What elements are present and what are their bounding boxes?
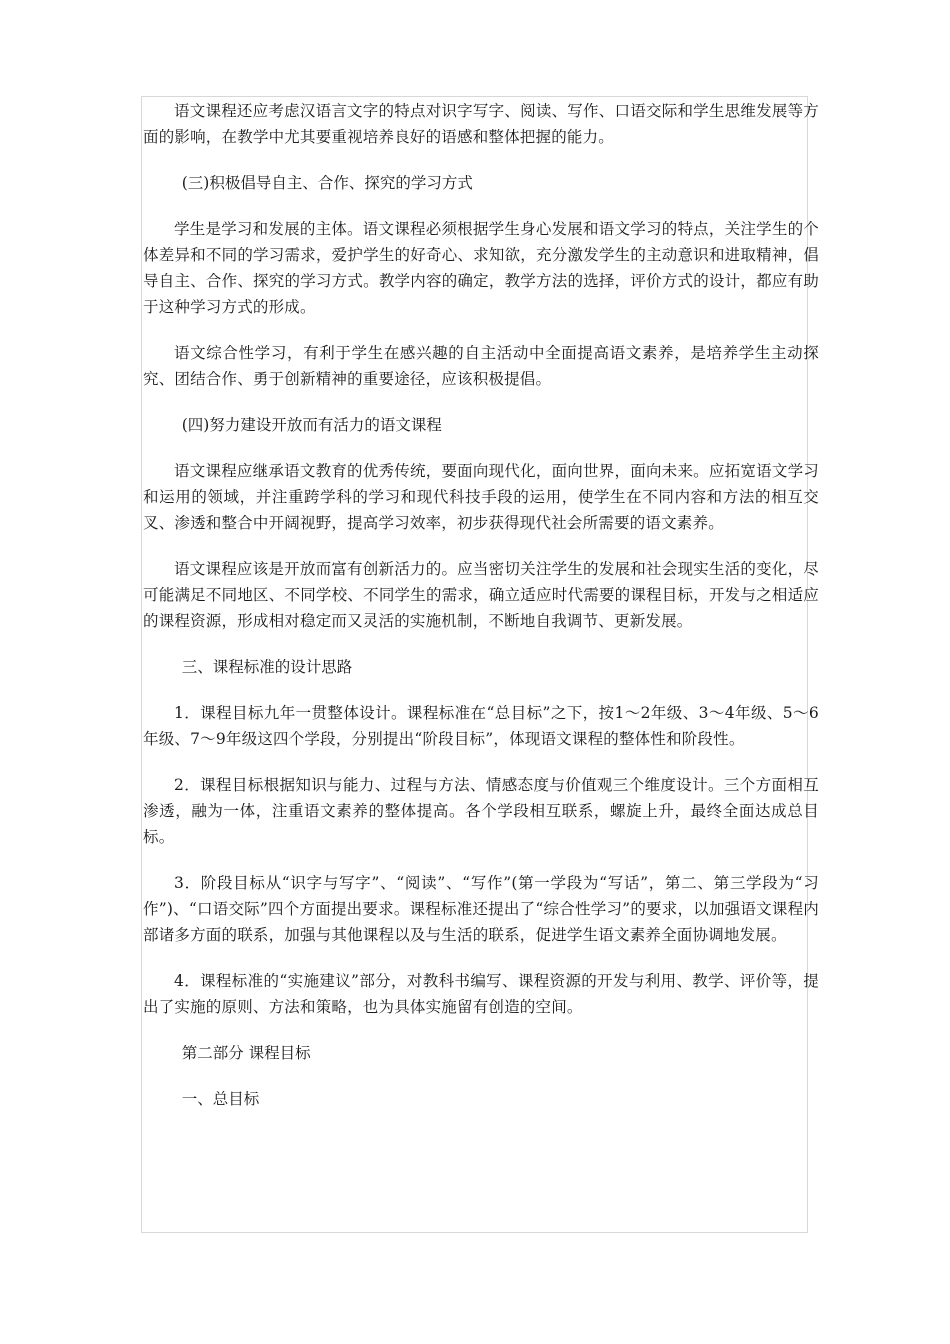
paragraph-comprehensive-learning: 语文综合性学习，有利于学生在感兴趣的自主活动中全面提高语文素养，是培养学生主动探究、团结合作、勇于创新精神的重要途径，应该积极提倡。 <box>143 344 819 388</box>
paragraph-student-subject: 学生是学习和发展的主体。语文课程必须根据学生身心发展和语文学习的特点，关注学生的个体差异和不同的学习需求，爱护学生的好奇心、求知欲，充分激发学生的主动意识和进取精神，倡导自主、合作、探究的学习方式。教学内容的确定，教学方法的选择，评价方式的设计，都应有助于这种学习方式的形成。 <box>143 220 819 316</box>
paragraph-design-point-3: 3．阶段目标从“识字与写字”、“阅读”、“写作”(第一学段为“写话”，第二、第三学段为“习作”)、“口语交际”四个方面提出要求。课程标准还提出了“综合性学习”的要求，以加强语文课程内部诸多方面的联系，加强与其他课程以及与生活的联系，促进学生语文素养全面协调地发展。 <box>143 874 819 944</box>
section-heading-design-ideas: 三、课程标准的设计思路 <box>181 658 353 676</box>
paragraph-open-innovative: 语文课程应该是开放而富有创新活力的。应当密切关注学生的发展和社会现实生活的变化，尽可能满足不同地区、不同学校、不同学生的需求，确立适应时代需要的课程目标，开发与之相适应的课程资源，形成相对稳定而又灵活的实施机制，不断地自我调节、更新发展。 <box>143 560 819 630</box>
paragraph-design-point-1: 1．课程目标九年一贯整体设计。课程标准在“总目标”之下，按1～2年级、3～4年级、5～6年级、7～9年级这四个学段，分别提出“阶段目标”，体现语文课程的整体性和阶段性。 <box>143 704 819 748</box>
paragraph-language-features: 语文课程还应考虑汉语言文字的特点对识字写字、阅读、写作、口语交际和学生思维发展等方面的影响，在教学中尤其要重视培养良好的语感和整体把握的能力。 <box>143 102 819 146</box>
paragraph-design-point-2: 2．课程目标根据知识与能力、过程与方法、情感态度与价值观三个维度设计。三个方面相互渗透，融为一体，注重语文素养的整体提高。各个学段相互联系，螺旋上升，最终全面达成总目标。 <box>143 776 819 846</box>
part-heading-curriculum-goals: 第二部分 课程目标 <box>181 1044 311 1062</box>
section-heading-open-curriculum: (四)努力建设开放而有活力的语文课程 <box>181 416 442 434</box>
document-body <box>143 98 819 1132</box>
section-heading-overall-goals: 一、总目标 <box>181 1090 260 1108</box>
paragraph-design-point-4: 4．课程标准的“实施建议”部分，对教科书编写、课程资源的开发与利用、教学、评价等，提出了实施的原则、方法和策略，也为具体实施留有创造的空间。 <box>143 972 819 1016</box>
paragraph-tradition-modernization: 语文课程应继承语文教育的优秀传统，要面向现代化，面向世界，面向未来。应拓宽语文学习和运用的领域，并注重跨学科的学习和现代科技手段的运用，使学生在不同内容和方法的相互交叉、渗透和整合中开阔视野，提高学习效率，初步获得现代社会所需要的语文素养。 <box>143 462 819 532</box>
section-heading-learning-methods: (三)积极倡导自主、合作、探究的学习方式 <box>181 174 473 192</box>
